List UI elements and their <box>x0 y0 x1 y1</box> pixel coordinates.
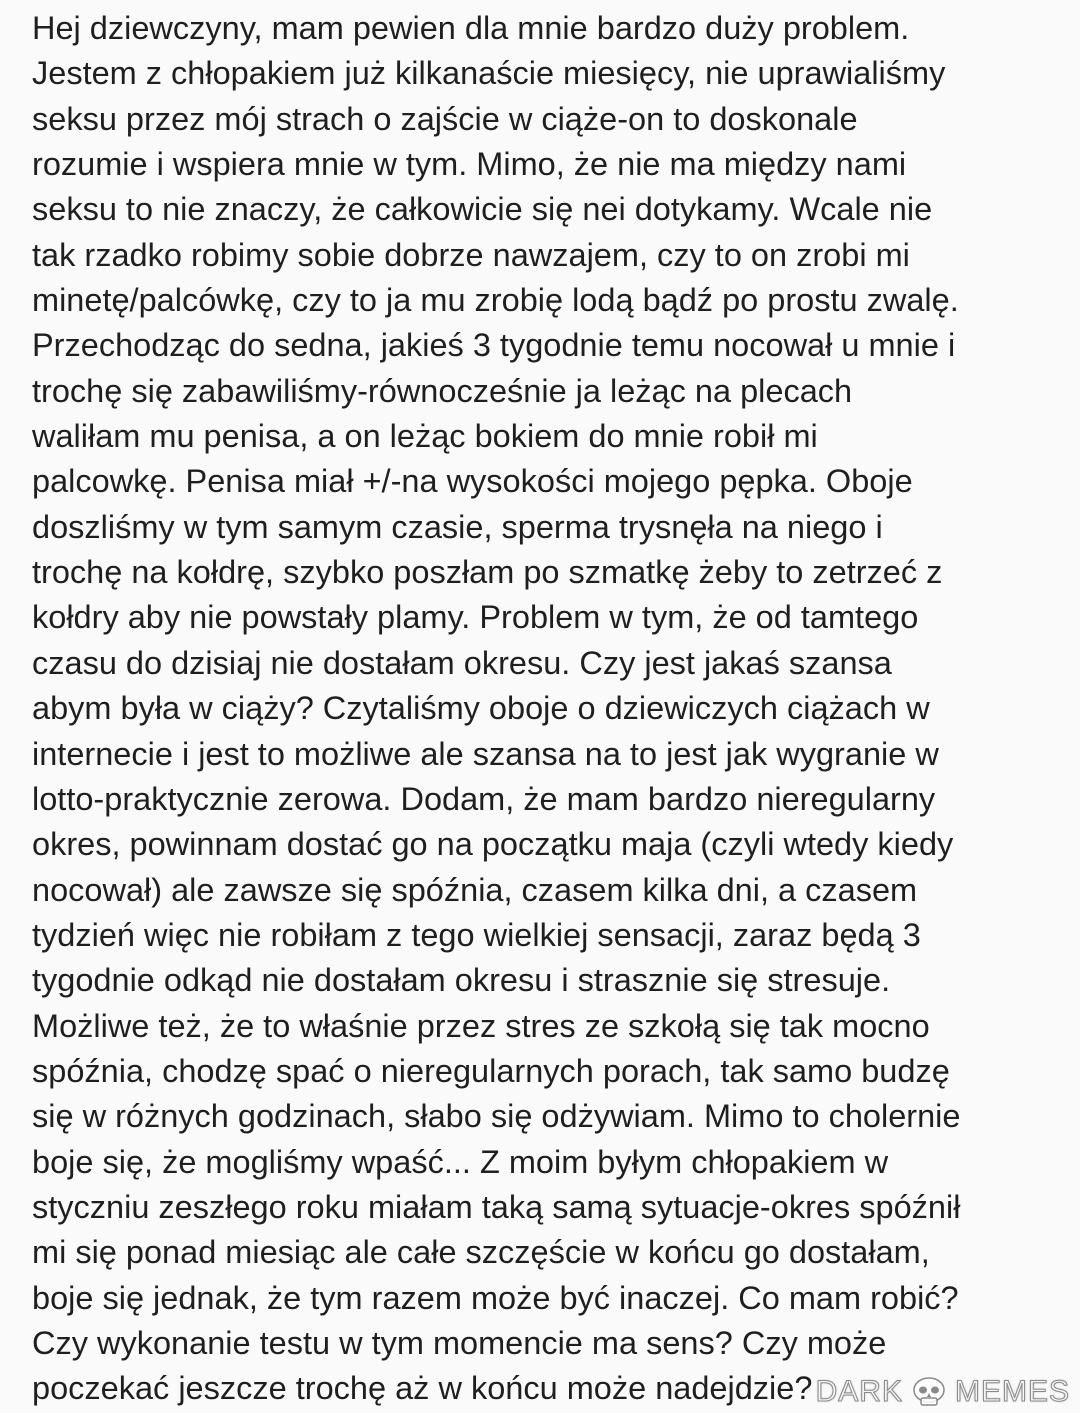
post-line-15: czasu do dzisiaj nie dostałam okresu. Czy jest jakaś szansa <box>32 644 892 681</box>
post-line-12: doszliśmy w tym samym czasie, sperma trysnęła na niego i <box>32 508 883 545</box>
post-line-31: poczekać jeszcze trochę aż w końcu może nadejdzie? <box>32 1370 813 1407</box>
post-line-10: waliłam mu penisa, a on leżąc bokiem do mnie robił mi <box>32 418 818 455</box>
post-line-28: mi się ponad miesiąc ale całe szczęście w końcu go dostałam, <box>32 1234 930 1271</box>
post-line-13: trochę na kołdrę, szybko poszłam po szmatkę żeby to zetrzeć z <box>32 554 943 591</box>
post-line-16: abym była w ciąży? Czytaliśmy oboje o dziewiczych ciążach w <box>32 690 930 727</box>
post-line-8: Przechodząc do sedna, jakieś 3 tygodnie temu nocował u mnie i <box>32 327 956 364</box>
post-line-14: kołdry aby nie powstały plamy. Problem w tym, że od tamtego <box>32 599 919 636</box>
post-line-19: okres, powinnam dostać go na początku maja (czyli wtedy kiedy <box>32 826 954 863</box>
post-line-18: lotto-praktycznie zerowa. Dodam, że mam bardzo nieregularny <box>32 780 936 817</box>
post-line-26: boje się, że mogliśmy wpaść... Z moim byłym chłopakiem w <box>32 1143 889 1180</box>
post-line-30: Czy wykonanie testu w tym momencie ma sens? Czy może <box>32 1324 887 1361</box>
post-line-9: trochę się zabawiliśmy-równocześnie ja leżąc na plecach <box>32 372 853 409</box>
post-line-29: boje się jednak, że tym razem może być inaczej. Co mam robić? <box>32 1279 959 1316</box>
post-line-2: Jestem z chłopakiem już kilkanaście miesięcy, nie uprawialiśmy <box>32 55 946 92</box>
watermark-text-right: MEMES <box>954 1375 1070 1408</box>
post-line-17: internecie i jest to możliwe ale szansa na to jest jak wygranie w <box>32 735 939 772</box>
post-line-5: seksu to nie znaczy, że całkowicie się nei dotykamy. Wcale nie <box>32 191 933 228</box>
post-line-4: rozumie i wspiera mnie w tym. Mimo, że nie ma między nami <box>32 146 907 183</box>
skull-icon <box>909 1376 949 1408</box>
post-line-1: Hej dziewczyny, mam pewien dla mnie bardzo duży problem. <box>32 10 910 46</box>
post-line-20: nocował) ale zawsze się spóźnia, czasem kilka dni, a czasem <box>32 871 918 908</box>
post-line-7: minetę/palcówkę, czy to ja mu zrobię lodą bądź po prostu zwalę. <box>32 282 959 319</box>
post-line-11: palcowkę. Penisa miał +/-na wysokości mojego pępka. Oboje <box>32 463 913 500</box>
post-line-22: tygodnie odkąd nie dostałam okresu i strasznie się stresuje. <box>32 962 891 999</box>
post-line-25: się w różnych godzinach, słabo się odżywiam. Mimo to cholernie <box>32 1098 961 1135</box>
watermark-text-left: DARK <box>815 1375 903 1408</box>
post-line-23: Możliwe też, że to właśnie przez stres ze szkołą się tak mocno <box>32 1007 930 1044</box>
post-line-27: styczniu zeszłego roku miałam taką samą sytuacje-okres spóźnił <box>32 1188 961 1225</box>
post-line-6: tak rzadko robimy sobie dobrze nawzajem, czy to on zrobi mi <box>32 236 910 273</box>
post-line-3: seksu przez mój strach o zajście w ciąże-on to doskonale <box>32 100 858 137</box>
post-line-24: spóźnia, chodzę spać o nieregularnych porach, tak samo budzę <box>32 1052 950 1089</box>
post-line-21: tydzień więc nie robiłam z tego wielkiej sensacji, zaraz będą 3 <box>32 916 921 953</box>
darkmemes-watermark <box>816 1375 1070 1409</box>
post-text <box>32 6 1072 1412</box>
